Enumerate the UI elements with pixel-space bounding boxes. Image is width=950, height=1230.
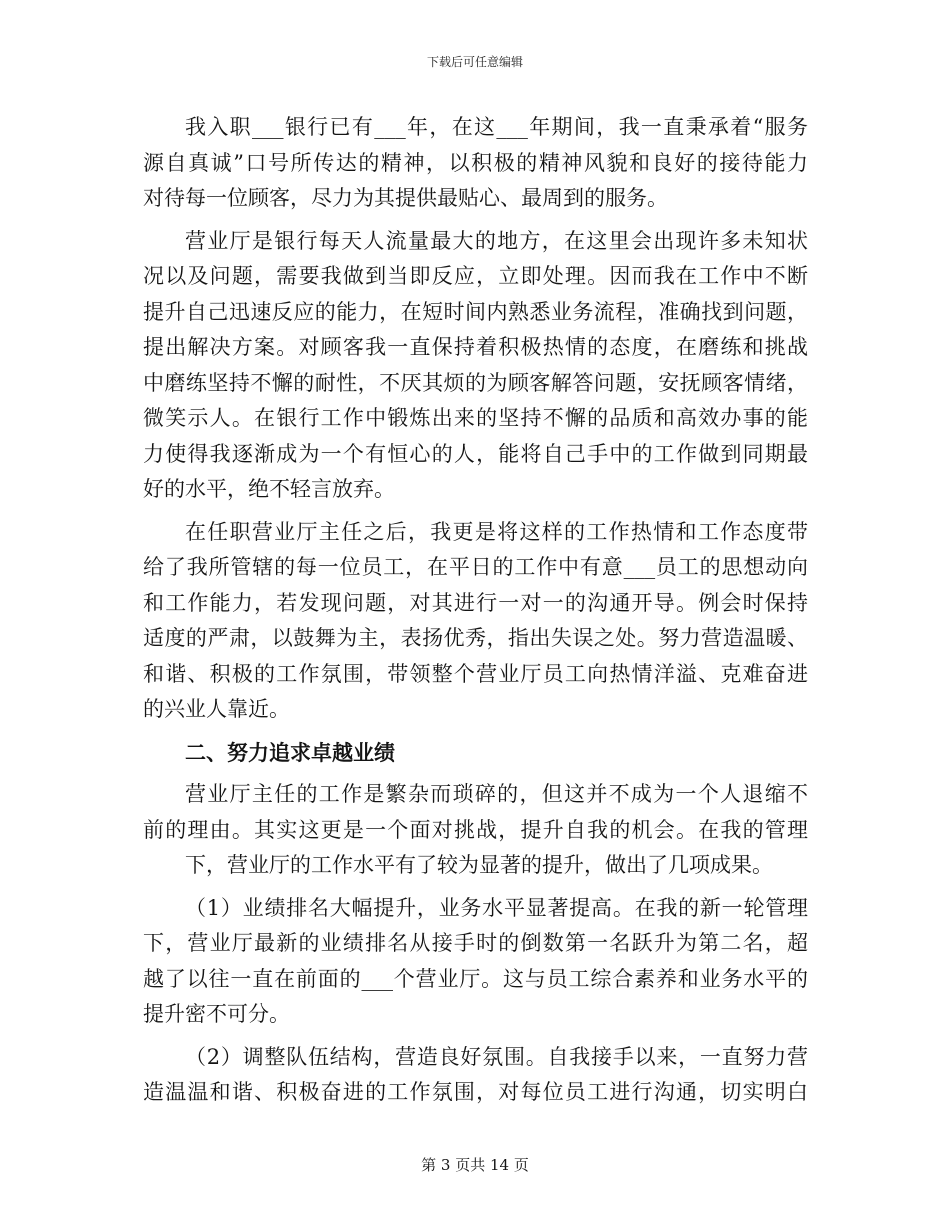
paragraph-line: 我入职___银行已有___年，在这___年期间，我一直秉承着“服务 bbox=[185, 115, 808, 139]
paragraph-line: 微笑示人。在银行工作中锻炼出来的坚持不懈的品质和高效办事的能 bbox=[143, 406, 808, 430]
paragraph bbox=[143, 224, 808, 508]
paragraph-line: 和工作能力，若发现问题，对其进行一对一的沟通开导。例会时保持 bbox=[143, 590, 808, 615]
paragraph bbox=[143, 891, 808, 1033]
paragraph-line: 况以及问题，需要我做到当即反应，立即处理。因而我在工作中不断 bbox=[143, 264, 808, 288]
paragraph-line: 造温温和谐、积极奋进的工作氛围，对每位员工进行沟通，切实明白 bbox=[143, 1080, 808, 1104]
paragraph-line: 在任职营业厅主任之后，我更是将这样的工作热情和工作态度带 bbox=[185, 519, 808, 544]
paragraph-line: 提出解决方案。对顾客我一直保持着积极热情的态度，在磨练和挑战 bbox=[143, 335, 808, 359]
paragraph bbox=[143, 110, 808, 217]
paragraph-line: 下，营业厅最新的业绩排名从接手时的倒数第一名跃升为第二名，超 bbox=[143, 931, 808, 955]
paragraph-line: 营业厅主任的工作是繁杂而琐碎的，但这并不成为一个人退缩不 bbox=[185, 782, 808, 806]
paragraph-line: 的兴业人靠近。 bbox=[143, 697, 290, 721]
section-heading: 二、努力追求卓越业绩 bbox=[185, 739, 395, 765]
page-number: 第 3 页共 14 页 bbox=[421, 1156, 529, 1174]
paragraph bbox=[143, 777, 808, 884]
paragraph-line: 中磨练坚持不懈的耐性，不厌其烦的为顾客解答问题，安抚顾客情绪， bbox=[143, 370, 808, 395]
paragraph-line: 越了以往一直在前面的___个营业厅。这与员工综合素养和业务水平的 bbox=[143, 966, 808, 991]
paragraph-line: 力使得我逐渐成为一个有恒心的人，能将自己手中的工作做到同期最 bbox=[143, 441, 808, 466]
paragraph-line: 提升密不可分。 bbox=[143, 1002, 290, 1026]
paragraph-line: 给了我所管辖的每一位员工，在平日的工作中有意___员工的思想动向 bbox=[143, 555, 808, 579]
paragraph-line: 对待每一位顾客，尽力为其提供最贴心、最周到的服务。 bbox=[143, 186, 668, 210]
paragraph-line: 下，营业厅的工作水平有了较为显著的提升，做出了几项成果。 bbox=[185, 853, 773, 877]
paragraph-line: 适度的严肃，以鼓舞为主，表扬优秀，指出失误之处。努力营造温暖、 bbox=[143, 626, 808, 650]
paragraph-line: （1）业绩排名大幅提升，业务水平显著提高。在我的新一轮管理 bbox=[185, 895, 808, 920]
paragraph-line: 前的理由。其实这更是一个面对挑战，提升自我的机会。在我的管理 bbox=[143, 817, 808, 842]
paragraph bbox=[143, 515, 808, 728]
paragraph-line: 源自真诚”口号所传达的精神，以积极的精神风貌和良好的接待能力 bbox=[143, 150, 808, 175]
section-heading-block bbox=[143, 735, 808, 771]
document-body bbox=[143, 110, 808, 1118]
paragraph-line: 提升自己迅速反应的能力，在短时间内熟悉业务流程，准确找到问题， bbox=[143, 299, 808, 324]
header-note: 下载后可任意编辑 bbox=[426, 55, 523, 69]
paragraph-line: 好的水平，绝不轻言放弃。 bbox=[143, 477, 395, 501]
paragraph bbox=[143, 1040, 808, 1111]
paragraph-line: 和谐、积极的工作氛围，带领整个营业厅员工向热情洋溢、克难奋进 bbox=[143, 661, 808, 686]
paragraph-line: （2）调整队伍结构，营造良好氛围。自我接手以来，一直努力营 bbox=[185, 1044, 808, 1069]
paragraph-line: 营业厅是银行每天人流量最大的地方，在这里会出现许多未知状 bbox=[185, 228, 808, 253]
